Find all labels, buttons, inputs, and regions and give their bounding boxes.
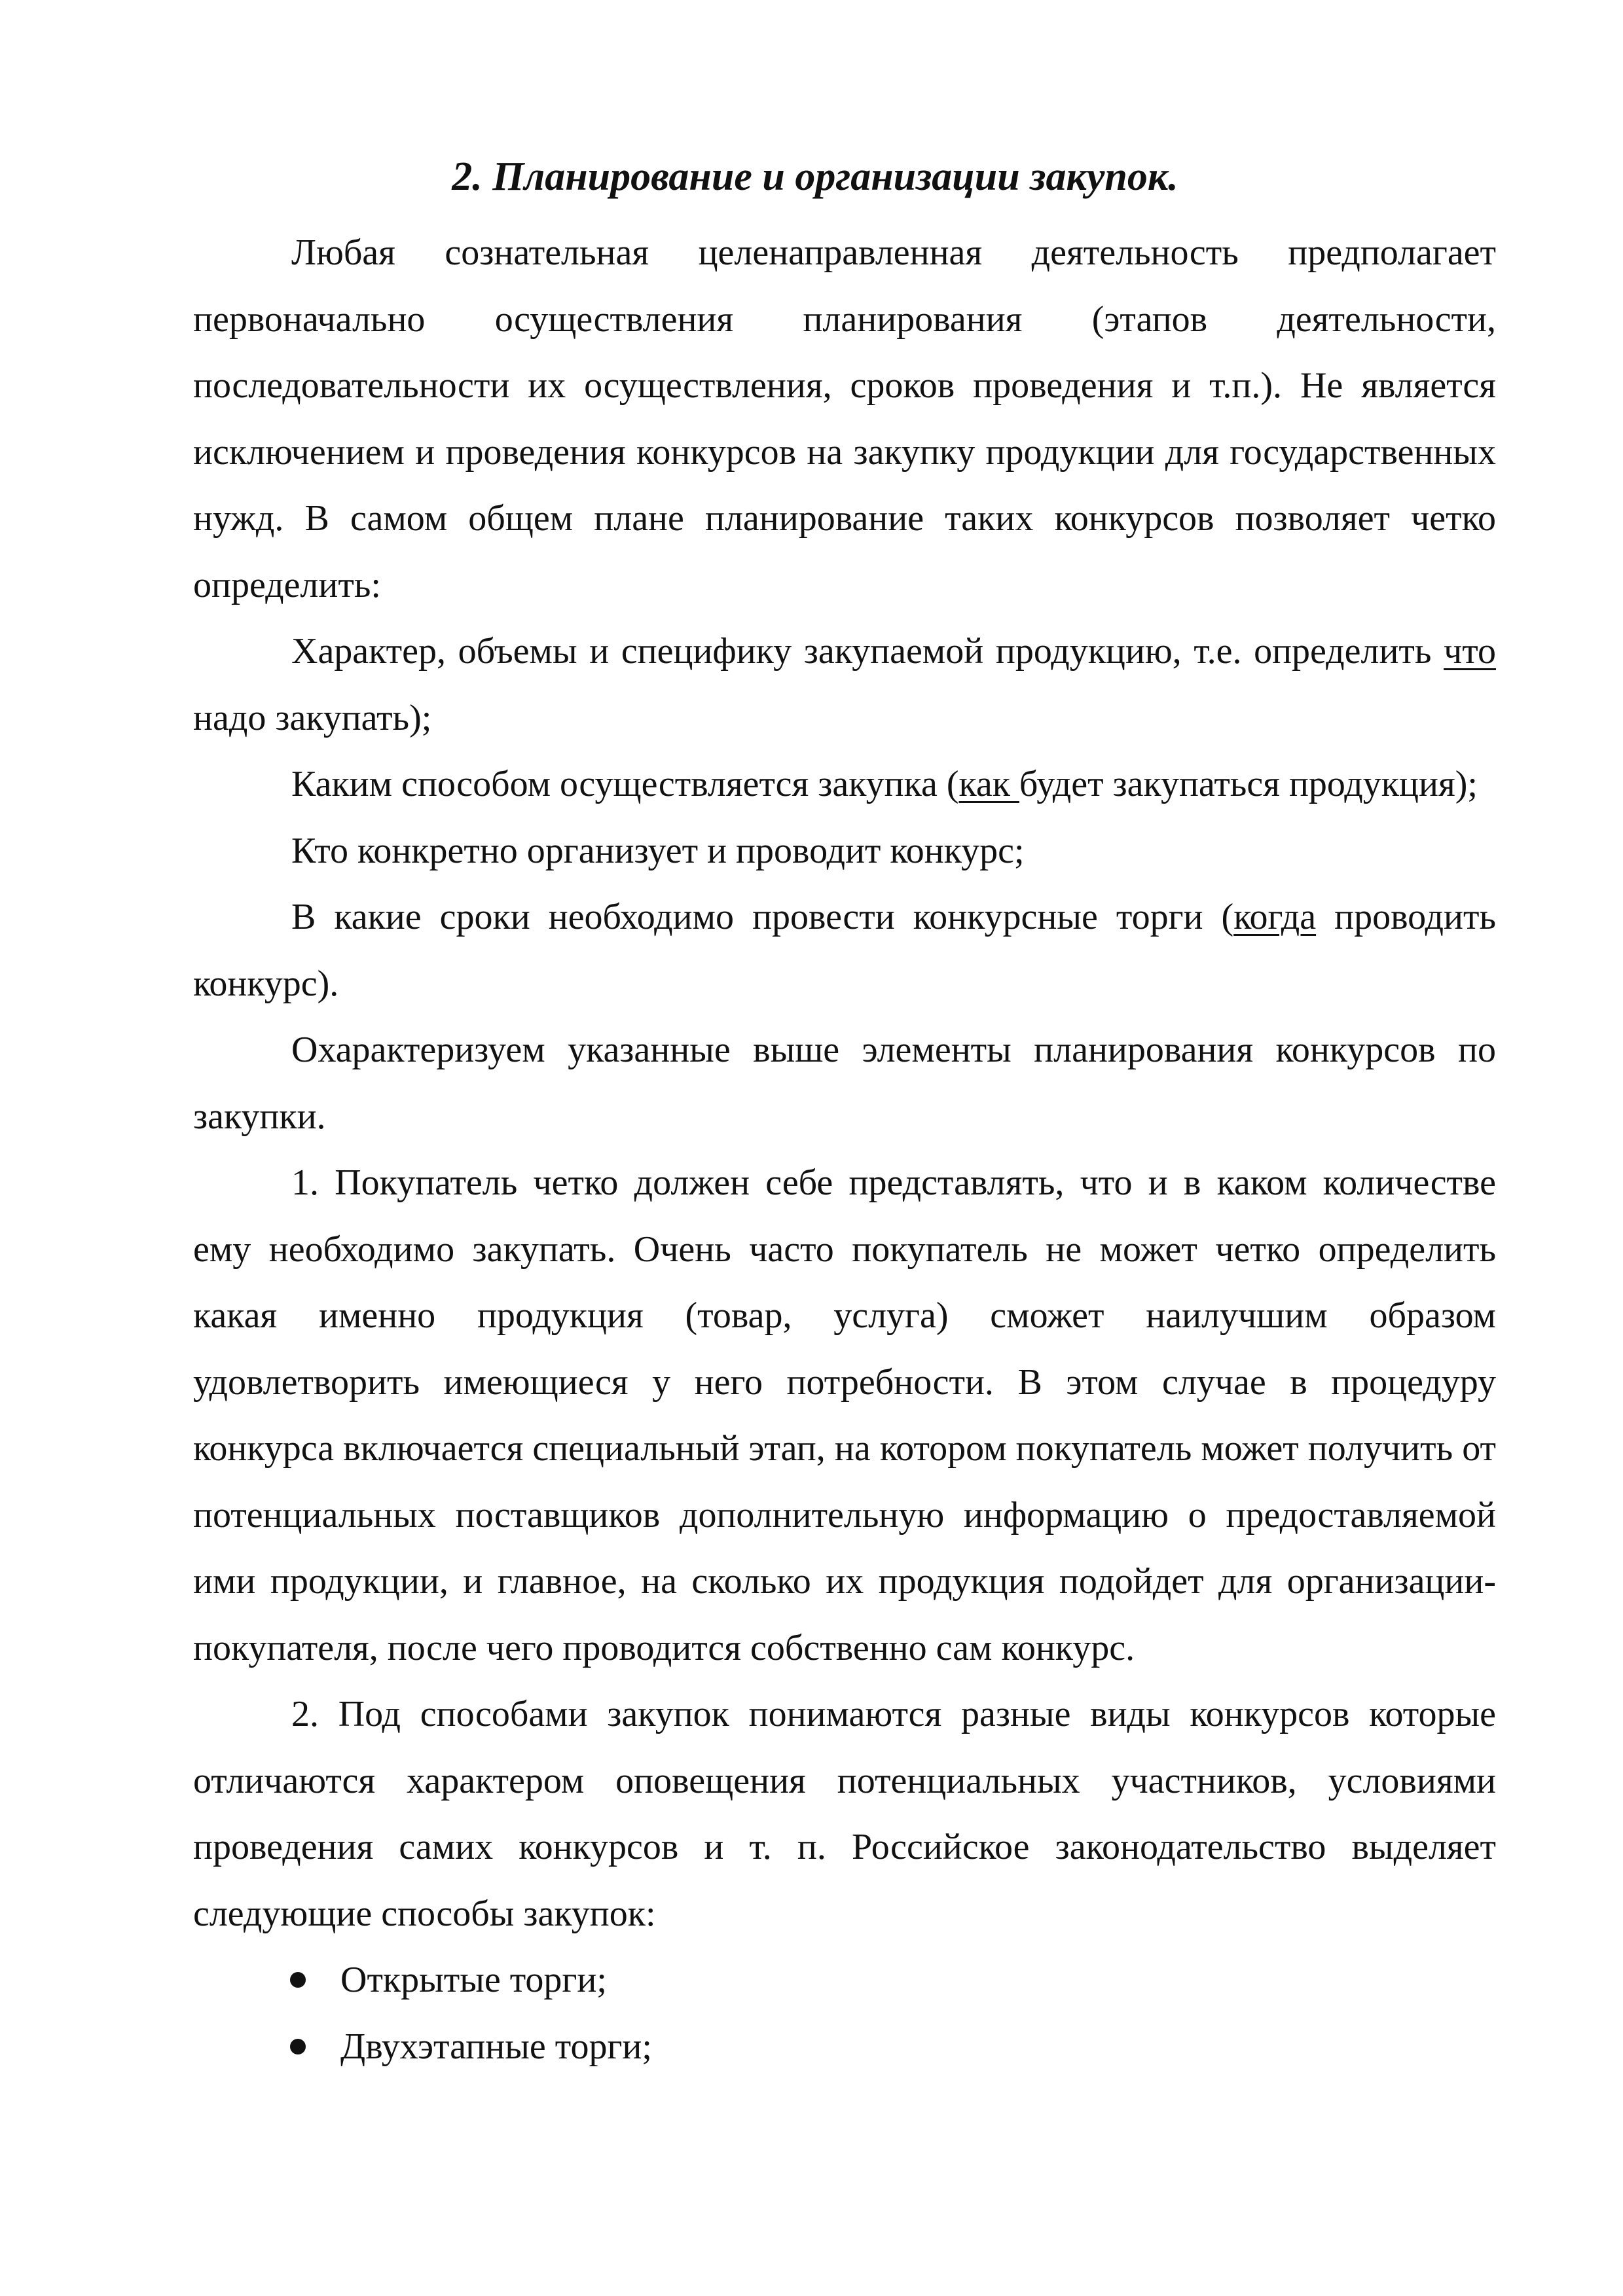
paragraph-how-text-before: Каким способом осуществляется закупка (	[291, 764, 959, 804]
underlined-how: как	[958, 764, 1019, 804]
procurement-methods-list	[193, 1947, 1496, 2080]
paragraph-how-text-after: будет закупаться продукция);	[1019, 764, 1478, 804]
paragraph-intro: Любая сознательная целенаправленная деятельность предполагает первоначально осуществления планирования (этапов деятельности, последовательности их осуществления, сроков проведения и т.п.). Не является исключением и проведения конкурсов на закупку продукции для государственных нужд. В самом общем плане планирование таких конкурсов позволяет четко определить:	[193, 232, 1496, 605]
list-item-label: Открытые торги;	[340, 1960, 607, 2000]
underlined-when: когда	[1233, 897, 1317, 937]
list-item	[193, 1947, 1496, 2014]
paragraph-what-text-after: надо закупать);	[193, 697, 432, 738]
underlined-what: что	[1444, 631, 1496, 672]
paragraph-item-2: 2. Под способами закупок понимаются разные виды конкурсов которые отличаются характером оповещения потенциальных участников, условиями проведения самих конкурсов и т. п. Российское законодательство выделяет следующие способы закупок:	[193, 1694, 1496, 1934]
bullet-icon	[290, 2039, 306, 2054]
paragraph-how	[193, 751, 1496, 818]
paragraph-who: Кто конкретно организует и проводит конкурс;	[291, 830, 1025, 871]
paragraph-when	[193, 884, 1496, 1017]
document-body	[193, 220, 1496, 2080]
section-heading: 2. Планирование и организации закупок.	[452, 154, 1178, 199]
bullet-icon	[290, 1972, 306, 1988]
paragraph-when-text-after: проводить конкурс).	[193, 897, 1496, 1004]
list-item-label: Двухэтапные торги;	[340, 2026, 652, 2067]
paragraph-what	[193, 619, 1496, 751]
list-item	[193, 2014, 1496, 2081]
paragraph-item-1: 1. Покупатель четко должен себе представлять, что и в каком количестве ему необходимо закупать. Очень часто покупатель не может четко определить какая именно продукция (товар, услуга) сможет наилучшим образом удовлетворить имеющиеся у него потребности. В этом случае в процедуру конкурса включается специальный этап, на котором покупатель может получить от потенциальных поставщиков дополнительную информацию о предоставляемой ими продукции, и главное, на сколько их продукция подойдет для организации-покупателя, после чего проводится собственно сам конкурс.	[193, 1162, 1496, 1668]
paragraph-when-text-before: В какие сроки необходимо провести конкурсные торги (	[291, 897, 1234, 937]
paragraph-what-text-before: Характер, объемы и специфику закупаемой продукцию, т.е. определить	[291, 631, 1444, 672]
paragraph-characterize: Охарактеризуем указанные выше элементы планирования конкурсов по закупки.	[193, 1030, 1496, 1137]
